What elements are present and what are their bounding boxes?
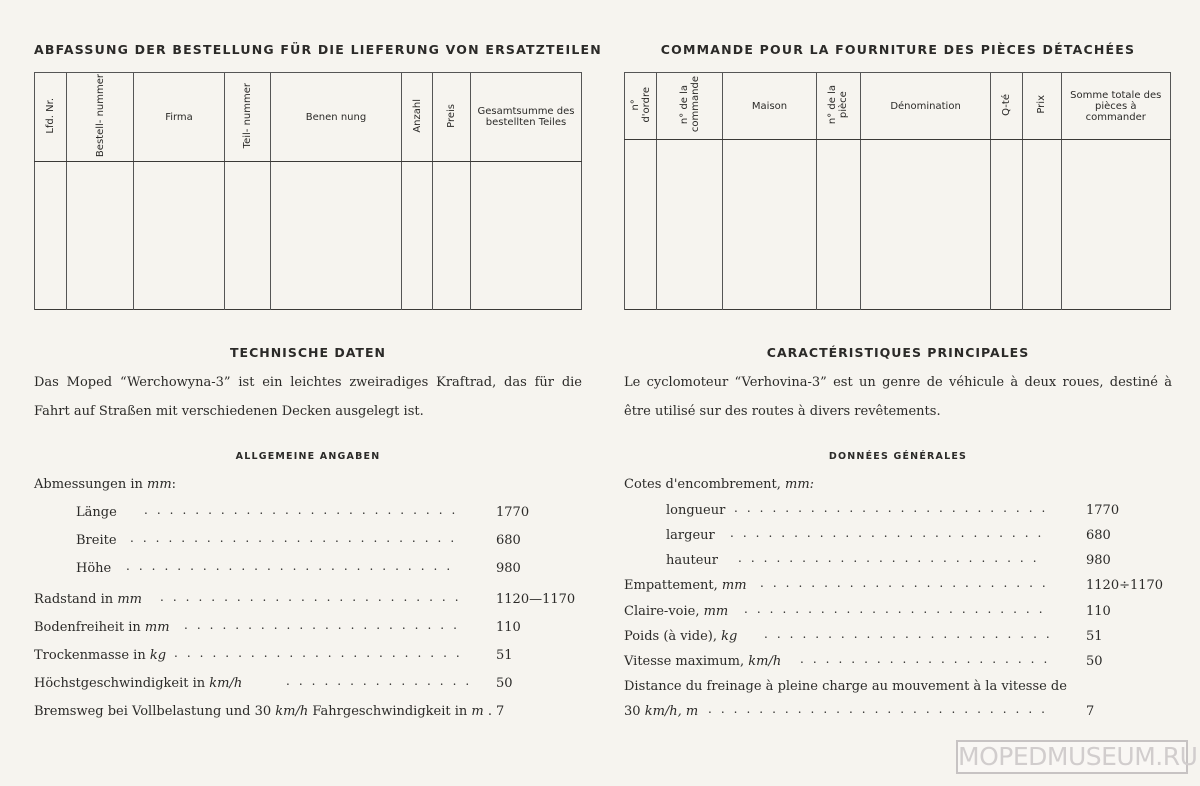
spec-row: largeur ......................... 680 (666, 526, 1111, 543)
spec-label: hauteur (666, 553, 718, 568)
spec-label: Länge (76, 505, 117, 520)
table-cell[interactable] (1023, 140, 1061, 310)
spec-label: Höhe (76, 561, 112, 576)
spec-label: Cotes d'encombrement, (624, 477, 781, 492)
column-header (35, 73, 67, 162)
spec-label: Poids (à vide), (624, 629, 718, 644)
subsection-title: DONNÉES GÉNÉRALES (828, 451, 968, 462)
column-header (991, 73, 1023, 140)
column-header-text: Prix (1036, 95, 1048, 114)
spec-label: Breite (76, 533, 117, 548)
table-cell[interactable] (402, 162, 433, 310)
column-header: Gesamtsumme des bestellten Teiles (471, 73, 582, 162)
spec-label: Bodenfreiheit in (34, 620, 141, 635)
column-header-text: Anzahl (411, 98, 423, 133)
spec-unit: km/h (275, 704, 309, 719)
spec-heading (624, 476, 1172, 494)
table-cell[interactable] (625, 140, 657, 310)
spec-unit: m (471, 704, 484, 719)
section-title: TECHNISCHE DATEN (230, 345, 386, 360)
spec-unit: mm (144, 620, 170, 635)
spec-value: 980 (1086, 553, 1111, 568)
spec-label: 30 (624, 704, 641, 719)
spec-row: Empattement, mm ....................... 1120÷1170 (624, 576, 1164, 593)
spec-value: 50 (496, 676, 513, 691)
column-header (67, 73, 134, 162)
column-header-text: Bestell- nummer (94, 74, 106, 158)
column-header: Firma (134, 73, 225, 162)
spec-label: Vitesse maximum, (624, 654, 745, 669)
order-form-title: COMMANDE POUR LA FOURNITURE DES PIÈCES DÉTACHÉES (660, 42, 1136, 57)
column-header-text: Teil- nummer (242, 82, 253, 149)
column-header: Benen nung (271, 73, 402, 162)
table-cell[interactable] (657, 140, 723, 310)
column-header (816, 73, 860, 140)
watermark-stamp: MOPEDMUSEUM.RU (956, 740, 1188, 774)
column-header (1023, 73, 1061, 140)
spec-row: Breite .......................... 680 (76, 531, 521, 548)
table-cell[interactable] (723, 140, 816, 310)
table-cell[interactable] (1061, 140, 1170, 310)
spec-unit: mm (147, 477, 172, 492)
spec-label: Distance du freinage à pleine charge au mouvement à la vitesse de (624, 679, 1067, 694)
spec-unit: mm (703, 604, 729, 619)
spec-unit: mm: (785, 477, 815, 492)
table-cell[interactable] (35, 162, 67, 310)
spec-value: 110 (496, 620, 521, 635)
table-row (625, 140, 1171, 310)
spec-row: Vitesse maximum, km/h .................... 50 (624, 652, 1103, 669)
spec-label: Abmessungen in (34, 477, 143, 492)
table-cell[interactable] (271, 162, 402, 310)
spec-value: 980 (496, 561, 521, 576)
spec-unit: kg (149, 648, 167, 663)
column-header-text: n° de la pièce (827, 84, 850, 125)
spec-row (624, 678, 1172, 696)
column-header: Somme totale des pièces à commander (1061, 73, 1170, 140)
spec-value: 7 (496, 704, 505, 719)
spec-value: 1770 (496, 505, 530, 520)
spec-label: Radstand in (34, 592, 114, 607)
spec-row: Bodenfreiheit in mm ...................... 110 (34, 618, 521, 635)
column-header-text: Q-té (1001, 93, 1013, 116)
table-cell[interactable] (991, 140, 1023, 310)
spec-label: longueur (666, 503, 726, 518)
order-form-title: ABFASSUNG DER BESTELLUNG FÜR DIE LIEFERUNG VON ERSATZTEILEN (34, 42, 602, 57)
spec-row: Trockenmasse in kg ....................... 51 (34, 646, 513, 663)
spec-unit: km/h, m (644, 704, 699, 719)
column-header (433, 73, 471, 162)
column-header (225, 73, 271, 162)
spec-heading: Abmessungen in mm: (34, 477, 177, 492)
spec-value: 1770 (1086, 503, 1120, 518)
table-cell[interactable] (471, 162, 582, 310)
spec-value: 51 (496, 648, 513, 663)
column-header-text: Preis (446, 103, 457, 128)
spec-row: Poids (à vide), kg ....................... 51 (624, 627, 1103, 644)
column-header (657, 73, 723, 140)
spec-row: Bremsweg bei Vollbelastung und 30 km/h Fahrgeschwindigkeit in m . 7 (34, 704, 505, 719)
spec-label: Höchstgeschwindigkeit in (34, 676, 206, 691)
spec-row: Höhe .......................... 980 (76, 559, 521, 576)
spec-row: 30 km/h, m ........................... 7 (624, 702, 1095, 719)
spec-row: Höchstgeschwindigkeit in km/h ............... 50 (34, 674, 513, 691)
column-header-text: Lfd. Nr. (45, 97, 56, 134)
spec-value: 1120—1170 (496, 592, 576, 607)
table-row (35, 162, 582, 310)
spec-unit: kg (721, 629, 738, 644)
spec-row: Länge ......................... 1770 (76, 503, 530, 520)
spec-value: 50 (1086, 654, 1103, 669)
spec-unit: km/h (209, 676, 243, 691)
spec-unit: km/h (748, 654, 782, 669)
order-form-table (624, 72, 1171, 310)
spec-row: longueur ......................... 1770 (666, 501, 1120, 518)
spec-value: 7 (1086, 704, 1095, 719)
column-header: Maison (723, 73, 816, 140)
spec-label: Fahrgeschwindigkeit in (312, 704, 468, 719)
spec-label: Bremsweg bei Vollbelastung und 30 (34, 704, 272, 719)
spec-value: 1120÷1170 (1086, 578, 1164, 593)
intro-paragraph: Das Moped “Werchowyna-3” ist ein leichtes zweiradiges Kraftrad, das für die Fahrt auf Straßen mit verschiedenen Decken ausgelegt ist. (34, 375, 582, 419)
spec-unit: mm (117, 592, 142, 607)
order-form-table (34, 72, 582, 310)
table-cell[interactable] (816, 140, 860, 310)
table-cell[interactable] (433, 162, 471, 310)
spec-label: largeur (666, 528, 715, 543)
subsection-title: ALLGEMEINE ANGABEN (235, 451, 381, 462)
spec-value: 51 (1086, 629, 1103, 644)
table-cell[interactable] (67, 162, 134, 310)
table-cell[interactable] (134, 162, 225, 310)
column-header-text: n° de la commande (678, 76, 701, 133)
table-cell[interactable] (225, 162, 271, 310)
spec-row: Radstand in mm ........................ 1120—1170 (34, 590, 576, 607)
spec-label: Trockenmasse in (34, 648, 146, 663)
spec-row: Claire-voie, mm ........................ 110 (624, 602, 1111, 619)
column-header: Dénomination (860, 73, 990, 140)
section-title: CARACTÉRISTIQUES PRINCIPALES (766, 345, 1030, 360)
column-header-text: n° d'ordre (629, 86, 652, 123)
spec-value: 680 (496, 533, 521, 548)
spec-unit: mm (721, 578, 747, 593)
spec-value: 110 (1086, 604, 1111, 619)
table-cell[interactable] (860, 140, 990, 310)
column-header (625, 73, 657, 140)
column-header (402, 73, 433, 162)
spec-row: hauteur ........................ 980 (666, 551, 1111, 568)
spec-label: Empattement, (624, 578, 718, 593)
spec-value: 680 (1086, 528, 1111, 543)
intro-paragraph: Le cyclomoteur “Verhovina-3” est un genre de véhicule à deux roues, destiné à être utilisé sur des routes à divers revêtements. (624, 375, 1172, 419)
spec-label: Claire-voie, (624, 604, 700, 619)
